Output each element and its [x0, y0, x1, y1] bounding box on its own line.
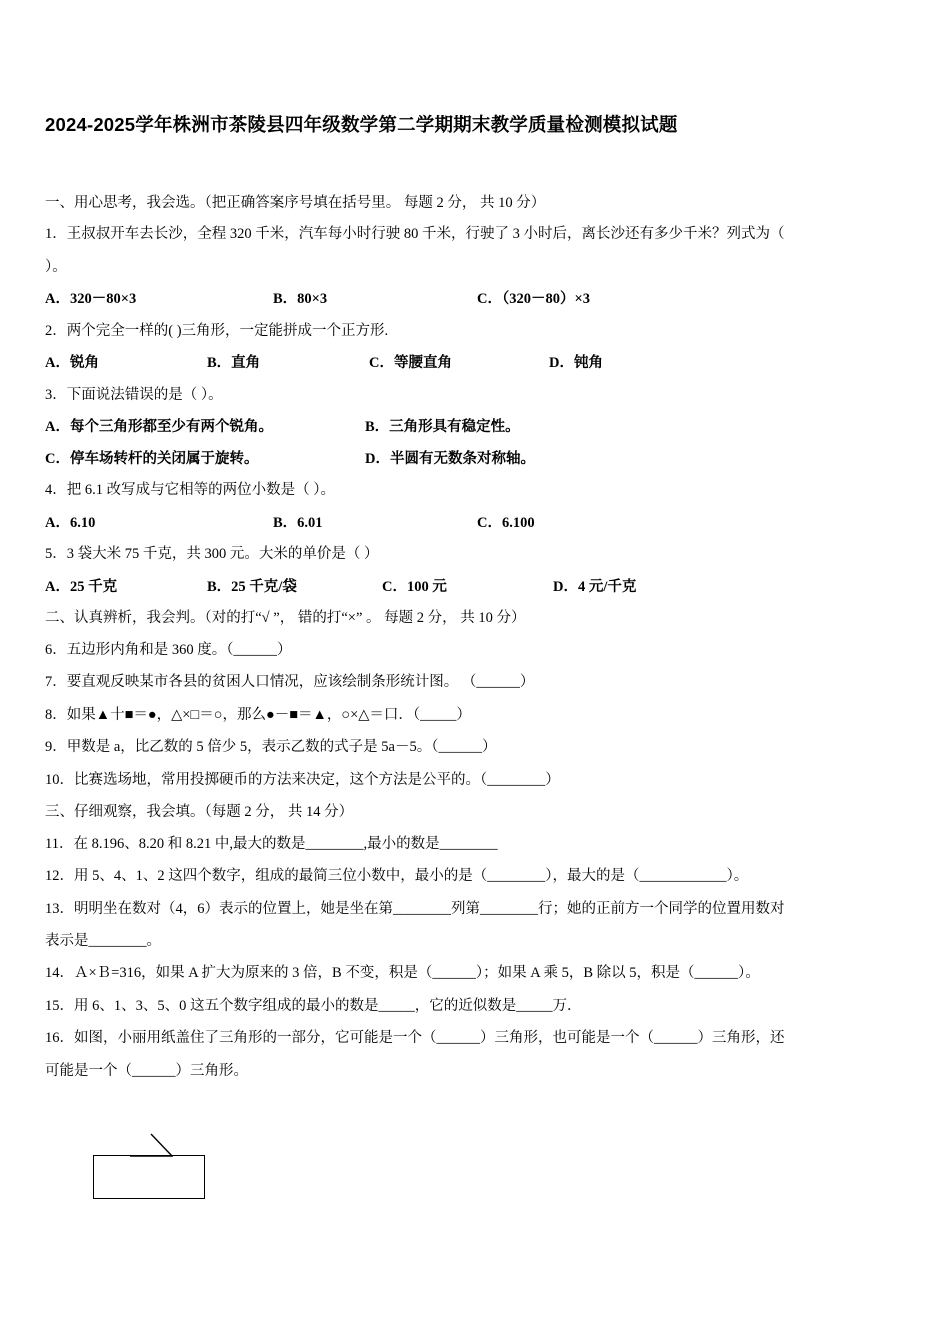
question-1-text: 王叔叔开车去长沙，全程 320 千米，汽车每小时行驶 80 千米，行驶了 3 小时后，离长沙还有多少千米？列式为（: [66, 226, 785, 243]
question-5-number: 5．: [45, 546, 67, 563]
question-3-option-b: B．三角形具有稳定性。: [365, 419, 520, 436]
question-4-option-c: C．6.100: [477, 514, 535, 531]
question-12-text: 用 5、4、1、2 这四个数字，组成的最简三位小数中，最小的是（________），最大的是（____________）。: [74, 868, 749, 885]
question-16: [45, 1027, 911, 1050]
question-5-option-d: D．4 元/千克: [553, 578, 637, 595]
page-title: 2024-2025学年株洲市茶陵县四年级数学第二学期期末教学质量检测模拟试题: [45, 114, 678, 135]
question-6: [45, 639, 911, 662]
question-15-number: 15．: [45, 997, 74, 1014]
question-2-option-a: A．锐角: [45, 355, 99, 372]
exam-body: [45, 192, 911, 1092]
question-3-option-c: C．停车场转杆的关闭属于旋转。: [45, 450, 259, 467]
question-4: [45, 479, 911, 502]
question-5-option-a: A．25 千克: [45, 578, 118, 595]
question-3-option-d: D．半圆有无数条对称轴。: [365, 450, 535, 467]
question-9-text: 甲数是 a，比乙数的 5 倍少 5，表示乙数的式子是 5a－5。（______）: [66, 739, 497, 756]
question-2-option-b: B．直角: [207, 355, 261, 372]
question-14-text: Ａ×Ｂ=316，如果 A 扩大为原来的 3 倍，B 不变，积是（______）；如果 A 乘 5，B 除以 5，积是（______）。: [74, 965, 760, 982]
question-2-number: 2．: [45, 322, 67, 339]
question-16-text-cont: 可能是一个（______）三角形。: [45, 1062, 248, 1079]
question-15-text: 用 6、1、3、5、0 这五个数字组成的最小的数是_____，它的近似数是_____万．: [74, 997, 582, 1014]
question-16-number: 16．: [45, 1030, 74, 1047]
question-8-number: 8．: [45, 706, 67, 723]
question-10-number: 10．: [45, 771, 74, 788]
question-4-option-b: B．6.01: [273, 514, 323, 531]
question-9: [45, 736, 911, 759]
question-13-text-cont: 表示是________。: [45, 933, 161, 949]
question-6-text: 五边形内角和是 360 度。（______）: [66, 641, 292, 658]
question-12-number: 12．: [45, 868, 74, 885]
triangle-figure: [93, 1133, 207, 1201]
question-2-option-c: C．等腰直角: [369, 355, 452, 372]
question-1-number: 1．: [45, 226, 67, 243]
question-5: [45, 543, 911, 566]
question-9-number: 9．: [45, 739, 67, 756]
question-4-option-a: A．6.10: [45, 514, 96, 531]
question-1-option-a: A．320－80×3: [45, 291, 137, 308]
question-3-number: 3．: [45, 386, 67, 403]
question-3-options-row2: [45, 448, 911, 470]
question-7: [45, 671, 911, 694]
section-heading-1: 一、用心思考，我会选。（把正确答案序号填在括号里。 每题 2 分， 共 10 分）: [45, 195, 546, 211]
question-13-text: 明明坐在数对（4，6）表示的位置上，她是坐在第________列第________行；她的正前方一个同学的位置用数对: [74, 900, 785, 917]
question-10: [45, 769, 911, 792]
question-5-option-c: C．100 元: [382, 578, 447, 595]
question-11-number: 11．: [45, 835, 74, 852]
question-4-number: 4．: [45, 482, 67, 499]
question-14-number: 14．: [45, 965, 74, 982]
question-10-text: 比赛选场地，常用投掷硬币的方法来决定，这个方法是公平的。（________）: [74, 771, 560, 788]
section-heading-2: 二、认真辨析，我会判。（对的打“√ ”， 错的打“×” 。 每题 2 分， 共 10 分）: [45, 610, 526, 627]
question-2-text: 两个完全一样的( )三角形，一定能拼成一个正方形.: [66, 322, 389, 339]
question-14: [45, 962, 911, 985]
question-2-options: [45, 352, 911, 374]
question-8: [45, 704, 911, 727]
question-3: [45, 384, 911, 407]
question-1-option-c: C．（320－80）×3: [477, 291, 590, 308]
question-5-option-b: B．25 千克/袋: [207, 578, 297, 595]
question-13-number: 13．: [45, 900, 74, 917]
question-11: [45, 833, 911, 856]
question-5-text: 3 袋大米 75 千克，共 300 元。大米的单价是（ ）: [66, 546, 379, 563]
question-8-text: 如果▲十■＝●，△×□＝○，那么●－■＝▲，○×△＝口．（_____）: [66, 706, 471, 723]
triangle-icon: [129, 1133, 173, 1157]
question-16-text: 如图，小丽用纸盖住了三角形的一部分，它可能是一个（______）三角形，也可能是一个（______）三角形，还: [74, 1030, 785, 1047]
question-11-text: 在 8.196、8.20 和 8.21 中,最大的数是________,最小的数是________: [73, 835, 498, 852]
question-1-options: [45, 288, 911, 310]
question-15: [45, 995, 911, 1018]
question-7-number: 7．: [45, 674, 67, 691]
question-4-options: [45, 512, 911, 534]
question-1-option-b: B．80×3: [273, 291, 328, 308]
question-12: [45, 865, 911, 888]
section-heading-3: 三、仔细观察，我会填。（每题 2 分， 共 14 分）: [45, 804, 354, 821]
question-4-text: 把 6.1 改写成与它相等的两位小数是（ ）。: [66, 482, 335, 499]
question-7-text: 要直观反映某市各县的贫困人口情况，应该绘制条形统计图。 （______）: [66, 674, 535, 691]
question-13: [45, 898, 911, 921]
question-1-text-cont: ）。: [45, 258, 67, 275]
question-5-options: [45, 576, 911, 598]
question-3-options-row1: [45, 416, 911, 438]
question-1: [45, 223, 911, 246]
question-2: [45, 320, 911, 343]
question-2-option-d: D．钝角: [549, 355, 603, 372]
question-3-option-a: A．每个三角形都至少有两个锐角。: [45, 419, 273, 436]
question-3-text: 下面说法错误的是（ ）。: [66, 386, 223, 403]
question-6-number: 6．: [45, 641, 67, 658]
covering-rectangle: [93, 1155, 205, 1199]
